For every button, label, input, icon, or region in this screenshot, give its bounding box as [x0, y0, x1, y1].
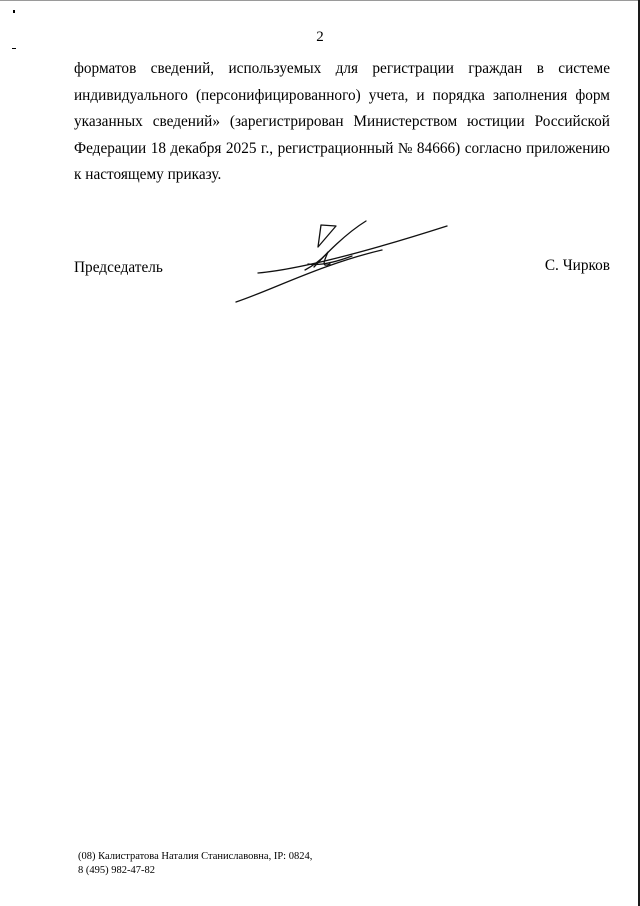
word: в	[536, 60, 544, 77]
word: для	[335, 60, 359, 77]
word: учета,	[368, 86, 409, 104]
word: 84666)	[416, 139, 461, 157]
handwritten-signature	[232, 212, 452, 308]
word: Министерством	[353, 113, 458, 130]
word: №	[397, 139, 413, 157]
executor-phone: 8 (495) 982-47-82	[78, 865, 155, 876]
word: форм	[575, 86, 610, 104]
scan-mark-top	[13, 10, 15, 13]
word: приложению	[526, 139, 610, 157]
word: регистрационный	[277, 139, 394, 157]
word: граждан	[468, 60, 523, 77]
body-line-4	[74, 136, 610, 163]
word: сведений,	[150, 60, 215, 77]
word: Российской	[534, 113, 610, 130]
word: сведений»	[152, 113, 220, 130]
word: (персонифицированного)	[195, 86, 361, 104]
scan-mark-lower	[12, 48, 16, 49]
word: к настоящему приказу.	[74, 166, 222, 183]
word: 2025	[225, 139, 257, 157]
word: 18	[150, 139, 166, 157]
page-top-edge	[0, 0, 640, 1]
word: индивидуального	[74, 86, 188, 104]
executor-footer	[78, 850, 312, 878]
word: декабря	[170, 139, 222, 157]
executor-name: (08) Калистратова Наталия Станиславовна, IP: 0824,	[78, 851, 313, 862]
body-line-3	[74, 109, 610, 136]
body-line-1	[74, 56, 610, 83]
word: форматов	[74, 60, 137, 77]
body-line-5	[74, 162, 610, 189]
word: системе	[558, 60, 610, 77]
word: используемых	[228, 60, 322, 77]
word: заполнения	[493, 86, 568, 104]
word: и	[416, 86, 425, 104]
word: порядка	[432, 86, 485, 104]
body-line-2	[74, 83, 610, 110]
word: (зарегистрирован	[229, 113, 344, 130]
word: регистрации	[372, 60, 454, 77]
signatory-title: Председатель	[74, 259, 163, 276]
word: Федерации	[74, 139, 147, 157]
word: согласно	[464, 139, 522, 157]
body-paragraph	[74, 56, 610, 189]
word: юстиции	[467, 113, 525, 130]
page-number: 2	[316, 29, 324, 45]
word: указанных	[74, 113, 143, 130]
signatory-name: С. Чирков	[544, 257, 610, 274]
word: г.,	[260, 139, 274, 157]
